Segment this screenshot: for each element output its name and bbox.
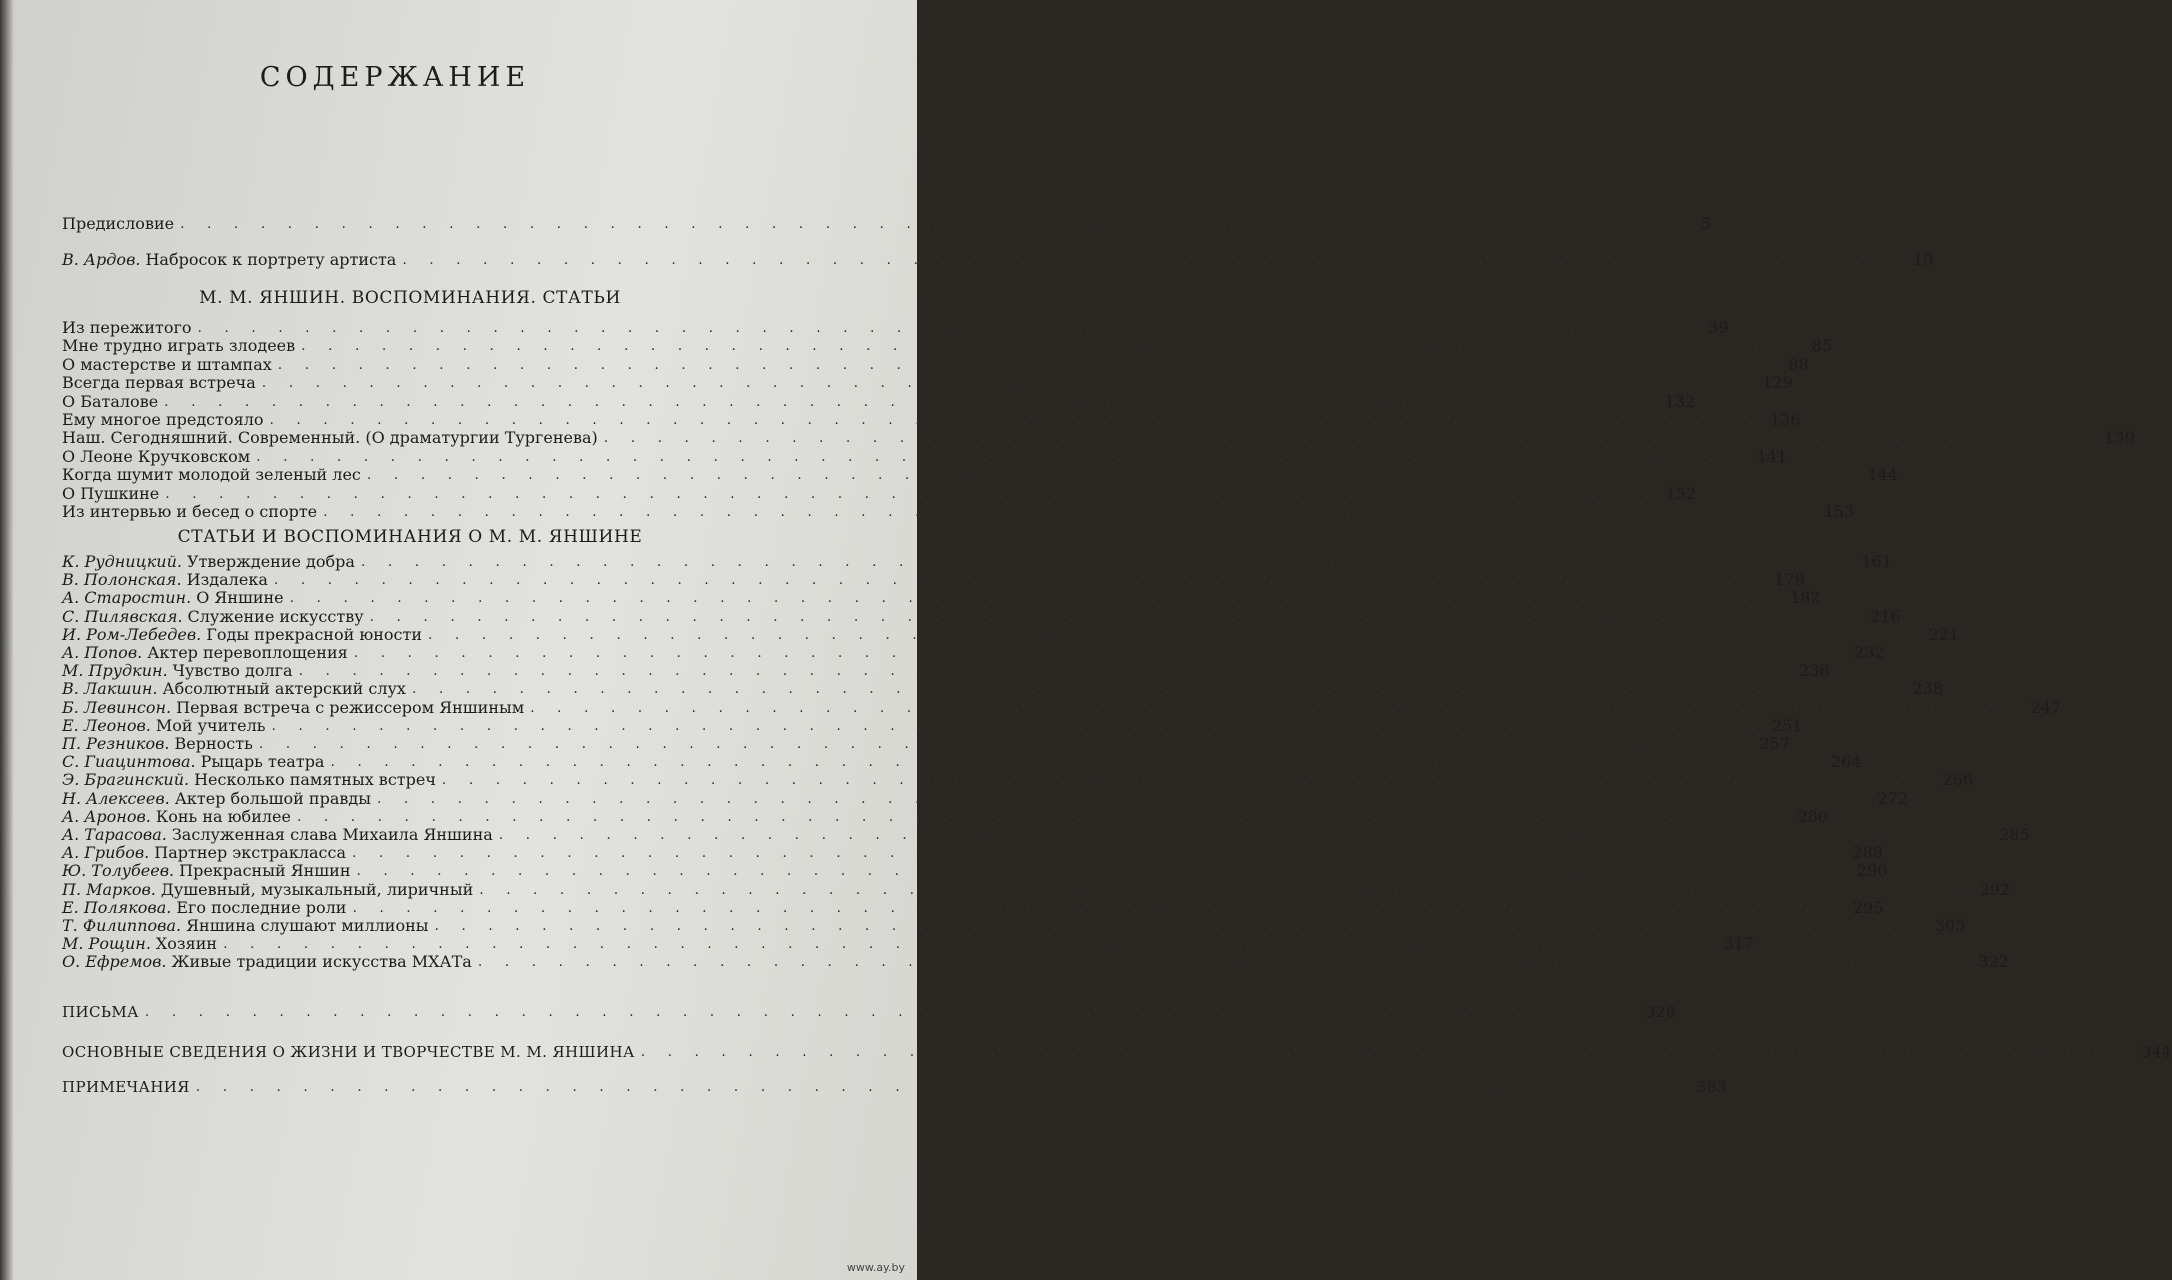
toc-title: Заслуженная слава Михаила Яншина — [171, 825, 493, 844]
toc-title: Годы прекрасной юности — [206, 624, 423, 644]
toc-page-number: 344 — [2141, 1043, 2172, 1061]
toc-leader-dots: . . . . . . . . . . . . . . . . . . . . . . . . . . . . . . . . . . . . . . . . . . . . . . . . . . . . . . . . — [352, 899, 1846, 916]
toc-title: Всегда первая встреча — [62, 373, 256, 393]
toc-title: Рыцарь театра — [200, 752, 325, 772]
toc-entry — [62, 212, 1712, 234]
toc-page-number: 136 — [1769, 410, 1801, 429]
toc-page-number: 280 — [1797, 806, 1828, 826]
toc-title: Первая встреча с режиссером Яншиным — [176, 697, 525, 717]
toc-page-number: 272 — [1877, 788, 1908, 808]
toc-title: Прекрасный Яншин — [179, 861, 351, 881]
toc-leader-dots: . . . . . . . . . . . . . . . . . . . . . . . . . . . . . . . . . . . . . . . . . . . . . . . . . . . . . . . . — [360, 554, 1854, 570]
toc-entry — [62, 1040, 2172, 1062]
toc-author: О. Ефремов. — [62, 952, 167, 972]
toc-title: О Яншине — [196, 588, 284, 608]
toc-leader-dots: . . . . . . . . . . . . . . . . . . . . . . . . . . . . . . . . . . . . . . . . . . . . . . . . . . . . . . . . — [411, 681, 1905, 698]
toc-author: М. Прудкин. — [62, 661, 168, 681]
toc-page-number: 264 — [1830, 752, 1862, 772]
toc-page-number: 161 — [1861, 552, 1892, 571]
toc-author: Б. Левинсон. — [62, 697, 172, 717]
toc-entry — [62, 248, 1934, 270]
toc-title: Партнер экстракласса — [154, 843, 346, 863]
toc-title: Мой учитель — [155, 715, 266, 735]
toc-title: Предисловие — [62, 214, 175, 233]
toc-title: Ему многое предстояло — [62, 410, 264, 429]
toc-leader-dots: . . . . . . . . . . . . . . . . . . . . . . . . . . . . . . . . . . . . . . . . . . . . . . . . . . . . . . . . — [296, 808, 1790, 825]
toc-page-number: 19 — [1912, 250, 1934, 269]
toc-leader-dots: . . . . . . . . . . . . . . . . . . . . . . . . . . . . . . . . . . . . . . . . . . . . . . . . . . . . . . . . — [277, 356, 1771, 373]
toc-page-number: 322 — [1978, 952, 2009, 972]
toc-leader-dots: . . . . . . . . . . . . . . . . . . . . . . . . . . . . . . . . . . . . . . . . . . . . . . . . . . . . . . . . — [603, 430, 2097, 447]
toc-author: В. Полонская. — [62, 570, 182, 590]
toc-leader-dots: . . . . . . . . . . . . . . . . . . . . . . . . . . . . . . . . . . . . . . . . . . . . . . . . . . . . . . . . — [180, 216, 1674, 232]
toc-title: ОСНОВНЫЕ СВЕДЕНИЯ О ЖИЗНИ И ТВОРЧЕСТВЕ М. М. ЯНШИНА — [62, 1043, 635, 1061]
toc-title: Конь на юбилее — [155, 806, 291, 826]
toc-leader-dots: . . . . . . . . . . . . . . . . . . . . . . . . . . . . . . . . . . . . . . . . . . . . . . . . . . . . . . . . — [352, 845, 1845, 862]
toc-leader-dots: . . . . . . . . . . . . . . . . . . . . . . . . . . . . . . . . . . . . . . . . . . . . . . . . . . . . . . . . — [256, 448, 1750, 465]
toc-author: А. Тарасова. — [62, 825, 167, 844]
toc-title: Мне трудно играть злодеев — [62, 336, 296, 356]
toc-author: Э. Брагинский. — [62, 770, 190, 790]
toc-title: О Баталове — [62, 391, 159, 411]
toc-entry — [62, 1075, 1727, 1097]
toc-leader-dots: . . . . . . . . . . . . . . . . . . . . . . . . . . . . . . . . . . . . . . . . . . . . . . . . . . . . . . . . — [366, 467, 1860, 484]
toc-entry — [62, 1000, 1676, 1022]
toc-leader-dots: . . . . . . . . . . . . . . . . . . . . . . . . . . . . . . . . . . . . . . . . . . . . . . . . . . . . . . . . — [197, 320, 1691, 336]
toc-leader-dots: . . . . . . . . . . . . . . . . . . . . . . . . . . . . . . . . . . . . . . . . . . . . . . . . . . . . . . . . — [289, 590, 1783, 607]
toc-title: Хозяин — [155, 934, 218, 954]
toc-leader-dots: . . . . . . . . . . . . . . . . . . . . . . . . . . . . . . . . . . . . . . . . . . . . . . . . . . . . . . . . — [477, 954, 1971, 971]
toc-leader-dots: . . . . . . . . . . . . . . . . . . . . . . . . . . . . . . . . . . . . . . . . . . . . . . . . . . . . . . . . — [261, 375, 1755, 392]
toc-title: Набросок к портрету артиста — [145, 250, 397, 269]
toc-page-number: 144 — [1867, 465, 1898, 485]
toc-title: Его последние роли — [176, 897, 347, 917]
watermark: www.ay.by — [846, 1261, 905, 1274]
toc-page-number: 238 — [1912, 679, 1943, 699]
toc-page-number: 153 — [1823, 502, 1855, 521]
toc-author: С. Гиацинтова. — [62, 752, 196, 772]
toc-author: Н. Алексеев. — [62, 788, 170, 808]
toc-author: П. Марков. — [62, 879, 156, 899]
toc-leader-dots: . . . . . . . . . . . . . . . . . . . . . . . . . . . . . . . . . . . . . . . . . . . . . . . . . . . . . . . . — [195, 1079, 1689, 1095]
toc-author: Т. Филиппова. — [62, 916, 182, 935]
toc-page-number: 317 — [1723, 934, 1755, 954]
toc-page-number: 292 — [1979, 879, 2011, 899]
toc-page-number: 129 — [1762, 373, 1793, 393]
toc-leader-dots: . . . . . . . . . . . . . . . . . . . . . . . . . . . . . . . . . . . . . . . . . . . . . . . . . . . . . . . . — [164, 393, 1658, 410]
toc-page-number: 179 — [1774, 570, 1805, 590]
toc-leader-dots: . . . . . . . . . . . . . . . . . . . . . . . . . . . . . . . . . . . . . . . . . . . . . . . . . . . . . . . . — [165, 485, 1659, 502]
toc-title: Из пережитого — [62, 318, 192, 337]
toc-leader-dots: . . . . . . . . . . . . . . . . . . . . . . . . . . . . . . . . . . . . . . . . . . . . . . . . . . . . . . . . — [258, 736, 1752, 752]
toc-title: ПРИМЕЧАНИЯ — [62, 1078, 190, 1096]
toc-leader-dots: . . . . . . . . . . . . . . . . . . . . . . . . . . . . . . . . . . . . . . . . . . . . . . . . . . . . . . . . — [376, 790, 1870, 807]
toc-page-number: 152 — [1665, 483, 1697, 503]
toc-leader-dots: . . . . . . . . . . . . . . . . . . . . . . . . . . . . . . . . . . . . . . . . . . . . . . . . . . . . . . . . — [369, 608, 1863, 625]
toc-title: Душевный, музыкальный, лиричный — [160, 879, 474, 899]
toc-title: Издалека — [186, 570, 268, 590]
toc-title: Абсолютный актерский слух — [162, 679, 406, 699]
toc-leader-dots: . . . . . . . . . . . . . . . . . . . . . . . . . . . . . . . . . . . . . . . . . . . . . . . . . . . . . . . . — [428, 626, 1922, 643]
toc-leader-dots: . . . . . . . . . . . . . . . . . . . . . . . . . . . . . . . . . . . . . . . . . . . . . . . . . . . . . . . . — [530, 699, 2024, 716]
toc-title: О Пушкине — [62, 483, 160, 503]
toc-title: Живые традиции искусства МХАТа — [171, 952, 472, 972]
toc-author: С. Пилявская. — [62, 606, 183, 626]
toc-author: А. Аронов. — [62, 806, 151, 826]
toc-page-number: 139 — [2104, 428, 2135, 448]
toc-page-number: 247 — [2030, 697, 2062, 717]
toc-title: Из интервью и бесед о спорте — [62, 502, 318, 521]
toc-author: П. Резников. — [62, 734, 170, 753]
toc-leader-dots: . . . . . . . . . . . . . . . . . . . . . . . . . . . . . . . . . . . . . . . . . . . . . . . . . . . . . . . . — [498, 827, 1992, 843]
toc-page-number: 251 — [1771, 715, 1803, 735]
toc-title: Чувство долга — [172, 661, 293, 681]
toc-leader-dots: . . . . . . . . . . . . . . . . . . . . . . . . . . . . . . . . . . . . . . . . . . . . . . . . . . . . . . . . — [479, 881, 1973, 898]
toc-author: К. Рудницкий. — [62, 552, 182, 571]
toc-author: А. Старостин. — [62, 588, 192, 608]
toc-page-number: 88 — [1788, 354, 1809, 374]
toc-page-number: 216 — [1870, 606, 1901, 626]
toc-page-number: 85 — [1811, 336, 1833, 356]
toc-author: Е. Полякова. — [62, 897, 172, 917]
toc-page-number: 257 — [1759, 734, 1790, 753]
toc-leader-dots: . . . . . . . . . . . . . . . . . . . . . . . . . . . . . . . . . . . . . . . . . . . . . . . . . . . . . . . . — [323, 504, 1817, 520]
toc-page-number: 383 — [1696, 1078, 1727, 1096]
toc-leader-dots: . . . . . . . . . . . . . . . . . . . . . . . . . . . . . . . . . . . . . . . . . . . . . . . . . . . . . . . . — [434, 918, 1928, 934]
toc-page-number: 236 — [1799, 661, 1830, 681]
toc-author: Е. Леонов. — [62, 715, 151, 735]
toc-leader-dots: . . . . . . . . . . . . . . . . . . . . . . . . . . . . . . . . . . . . . . . . . . . . . . . . . . . . . . . . — [144, 1004, 1638, 1020]
toc-title: Яншина слушают миллионы — [186, 916, 429, 935]
toc-page-number: 132 — [1664, 391, 1696, 411]
toc-title: Верность — [174, 734, 253, 753]
toc-title: Актер перевоплощения — [147, 643, 348, 662]
toc-page-number: 266 — [1942, 770, 1973, 790]
toc-author: В. Ардов. — [62, 250, 141, 269]
toc-page-number: 290 — [1856, 861, 1888, 881]
toc-title: Когда шумит молодой зеленый лес — [62, 465, 361, 485]
toc-page-number: 182 — [1790, 588, 1821, 608]
toc-title: Наш. Сегодняшний. Современный. (О драматургии Тургенева) — [62, 428, 598, 448]
toc-leader-dots: . . . . . . . . . . . . . . . . . . . . . . . . . . . . . . . . . . . . . . . . . . . . . . . . . . . . . . . . — [223, 936, 1717, 953]
toc-leader-dots: . . . . . . . . . . . . . . . . . . . . . . . . . . . . . . . . . . . . . . . . . . . . . . . . . . . . . . . . — [356, 863, 1850, 880]
toc-page-number: 285 — [1999, 825, 2030, 844]
toc-title: Актер большой правды — [174, 788, 371, 808]
toc-title: Утверждение добра — [187, 552, 355, 571]
toc-page-number: 232 — [1854, 643, 1885, 662]
toc-leader-dots: . . . . . . . . . . . . . . . . . . . . . . . . . . . . . . . . . . . . . . . . . . . . . . . . . . . . . . . . — [402, 252, 1896, 268]
toc-title: Несколько памятных встреч — [194, 770, 436, 790]
toc-leader-dots: . . . . . . . . . . . . . . . . . . . . . . . . . . . . . . . . . . . . . . . . . . . . . . . . . . . . . . . . — [301, 338, 1795, 355]
toc-author: Ю. Толубеев. — [62, 861, 175, 881]
page-title: СОДЕРЖАНИЕ — [259, 62, 531, 93]
toc-leader-dots: . . . . . . . . . . . . . . . . . . . . . . . . . . . . . . . . . . . . . . . . . . . . . . . . . . . . . . . . — [271, 717, 1765, 734]
toc-leader-dots: . . . . . . . . . . . . . . . . . . . . . . . . . . . . . . . . . . . . . . . . . . . . . . . . . . . . . . . . — [640, 1044, 2134, 1060]
toc-page-number: 305 — [1934, 916, 1966, 935]
toc-title: Служение искусству — [187, 606, 364, 626]
toc-page-number: 221 — [1928, 624, 1960, 644]
toc-page-number: 328 — [1646, 1003, 1676, 1021]
toc-page-number: 295 — [1852, 897, 1884, 917]
toc-page-number: 5 — [1700, 214, 1712, 233]
toc-leader-dots: . . . . . . . . . . . . . . . . . . . . . . . . . . . . . . . . . . . . . . . . . . . . . . . . . . . . . . . . — [273, 572, 1767, 589]
toc-title: О Леоне Кручковском — [62, 446, 251, 466]
section-heading: СТАТЬИ И ВОСПОМИНАНИЯ О М. М. ЯНШИНЕ — [177, 527, 643, 547]
toc-author: М. Рощин. — [62, 934, 151, 954]
toc-title: ПИСЬМА — [62, 1003, 139, 1021]
toc-leader-dots: . . . . . . . . . . . . . . . . . . . . . . . . . . . . . . . . . . . . . . . . . . . . . . . . . . . . . . . . — [330, 754, 1824, 771]
toc-entry — [62, 950, 2009, 972]
toc-leader-dots: . . . . . . . . . . . . . . . . . . . . . . . . . . . . . . . . . . . . . . . . . . . . . . . . . . . . . . . . — [353, 645, 1847, 661]
toc-author: А. Попов. — [62, 643, 143, 662]
toc-author: В. Лакшин. — [62, 679, 158, 699]
toc-page-number: 288 — [1852, 843, 1883, 863]
toc-leader-dots: . . . . . . . . . . . . . . . . . . . . . . . . . . . . . . . . . . . . . . . . . . . . . . . . . . . . . . . . — [298, 663, 1792, 680]
section-heading: М. М. ЯНШИН. ВОСПОМИНАНИЯ. СТАТЬИ — [199, 288, 621, 308]
toc-author: И. Ром-Лебедев. — [62, 624, 202, 644]
toc-author: А. Грибов. — [62, 843, 150, 863]
toc-page-number: 39 — [1708, 318, 1729, 337]
toc-title: О мастерстве и штампах — [62, 354, 272, 374]
toc-entry — [62, 500, 1855, 522]
toc-leader-dots: . . . . . . . . . . . . . . . . . . . . . . . . . . . . . . . . . . . . . . . . . . . . . . . . . . . . . . . . — [269, 412, 1763, 428]
toc-page-number: 141 — [1756, 446, 1788, 466]
toc-leader-dots: . . . . . . . . . . . . . . . . . . . . . . . . . . . . . . . . . . . . . . . . . . . . . . . . . . . . . . . . — [441, 772, 1935, 789]
